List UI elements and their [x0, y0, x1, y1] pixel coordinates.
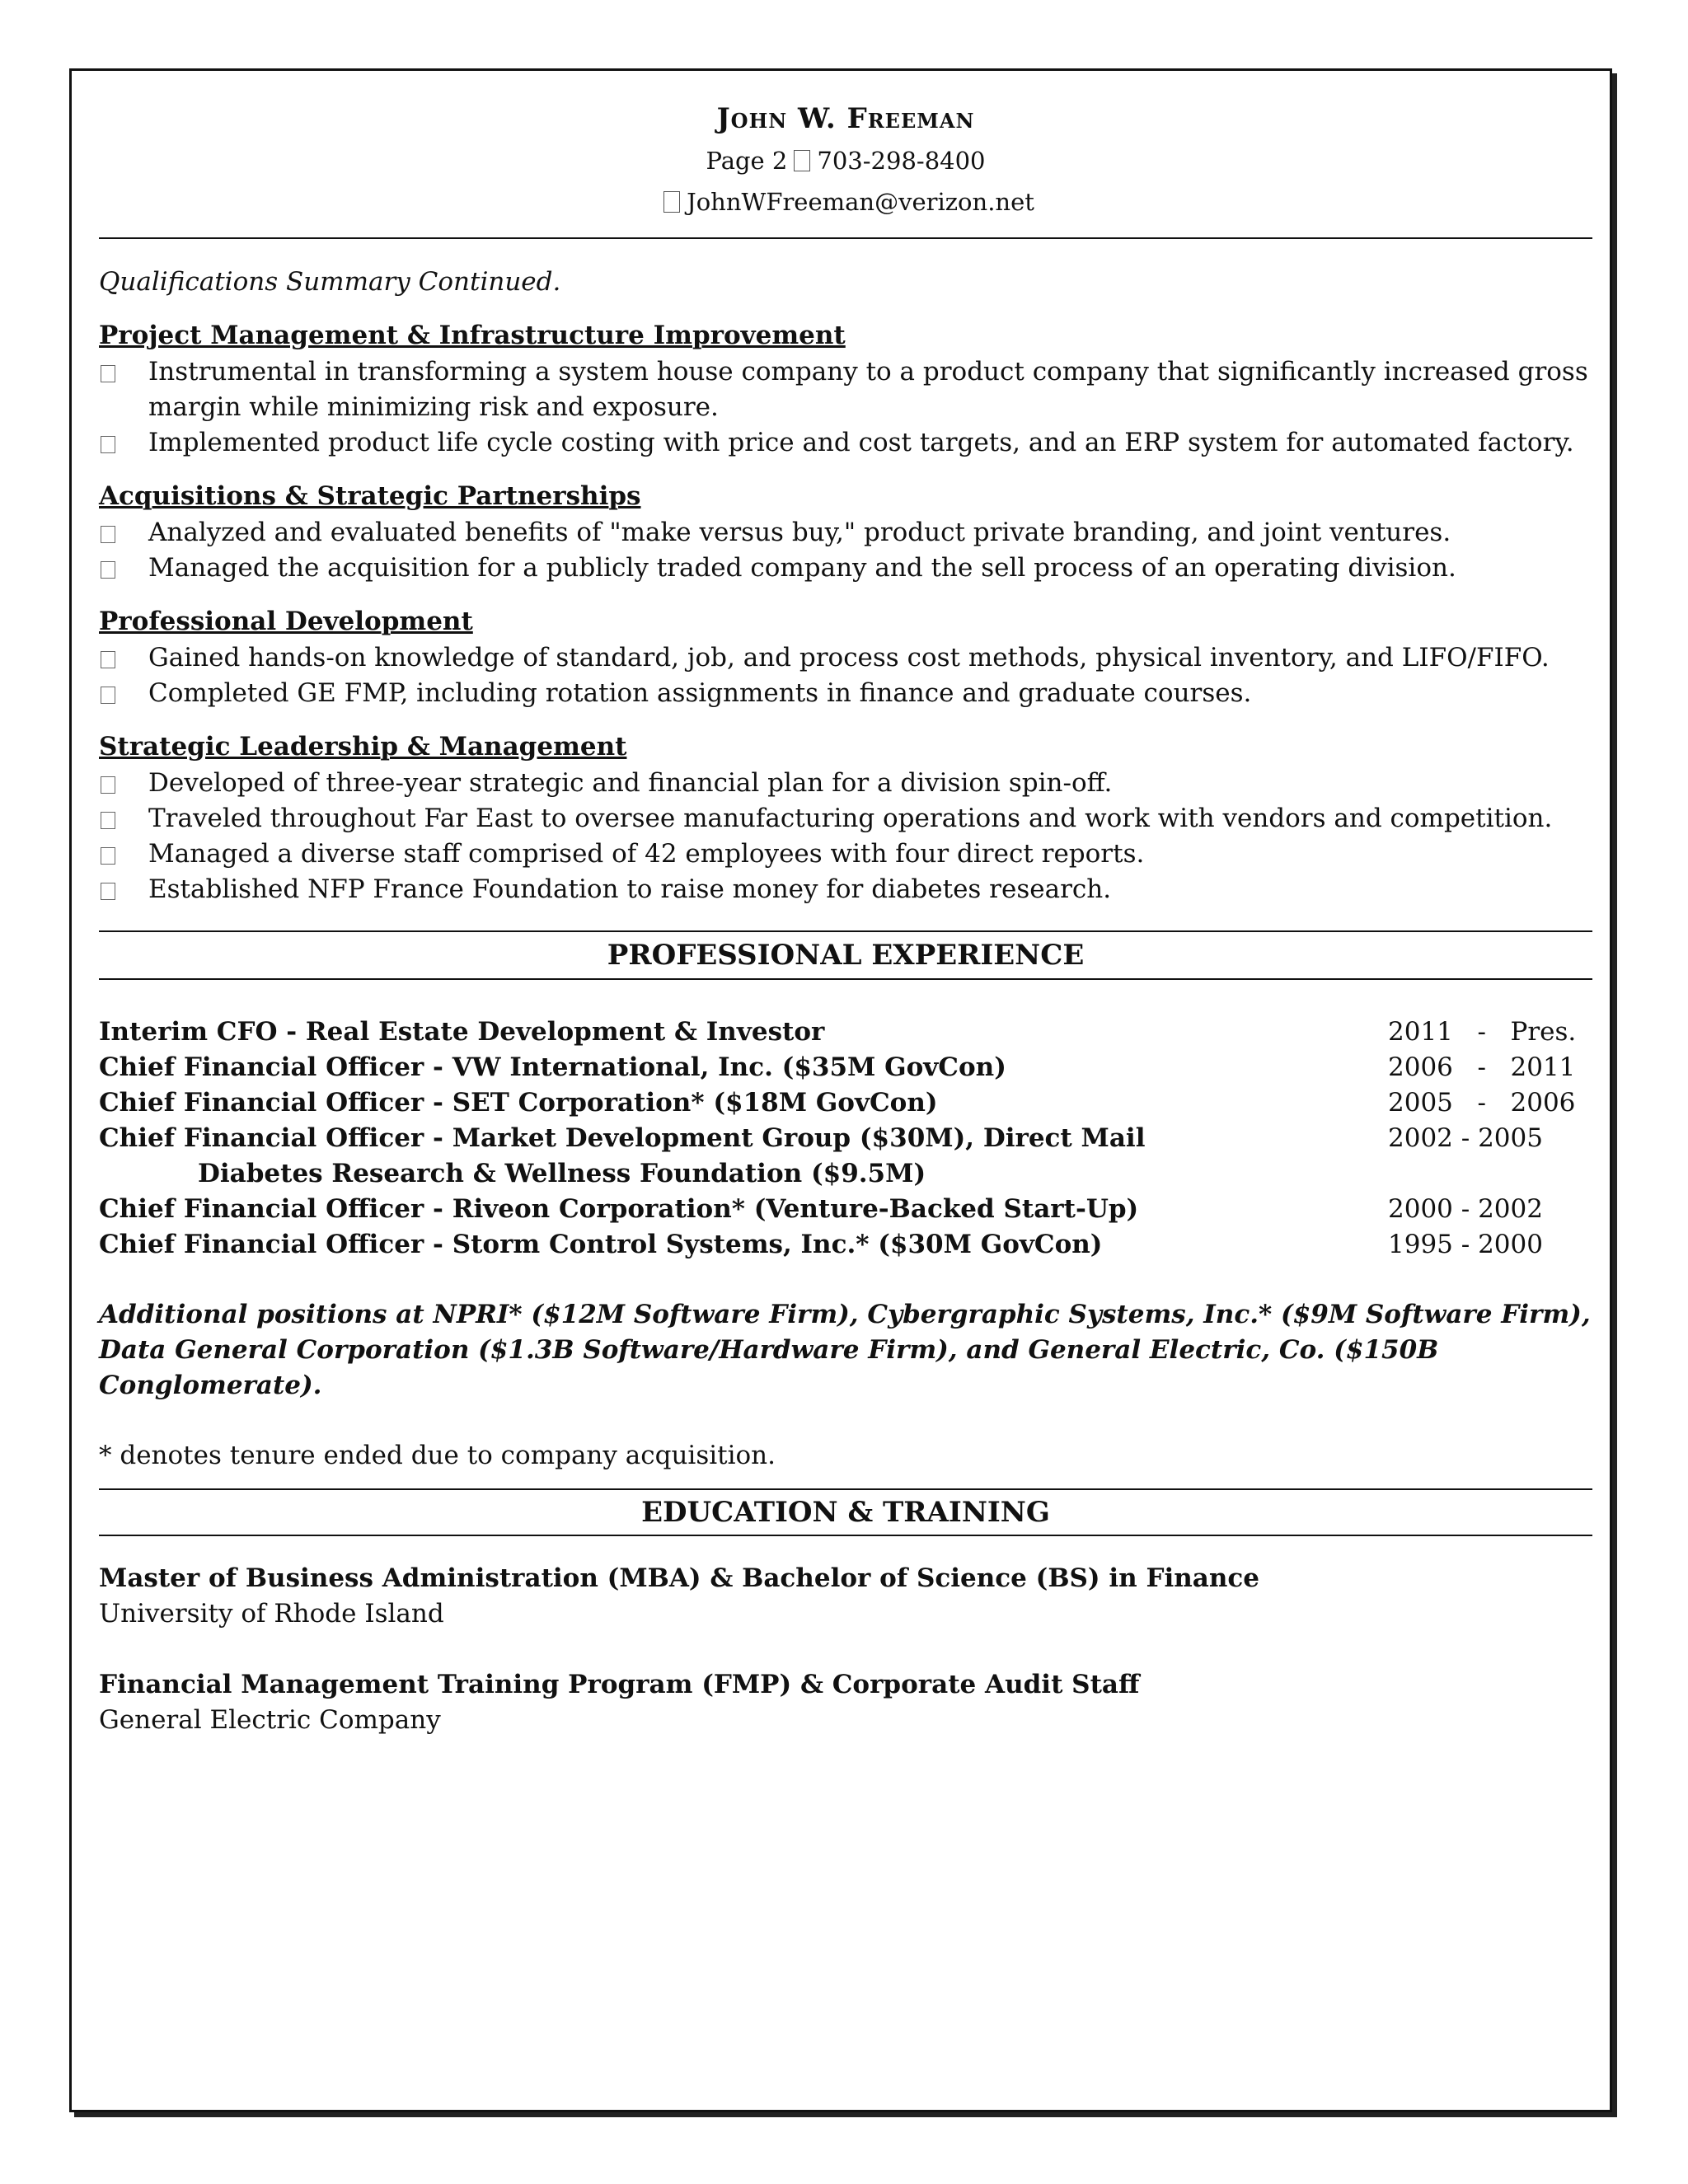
- qualification-section: [99, 604, 1592, 711]
- job-list: [99, 1015, 1592, 1263]
- resume-header: [99, 97, 1592, 239]
- experience-heading: PROFESSIONAL EXPERIENCE: [99, 930, 1592, 980]
- email-line: [99, 181, 1592, 223]
- bullet-text: Completed GE FMP, including rotation assignments in finance and graduate courses.: [148, 678, 1252, 708]
- bullet-text: Analyzed and evaluated benefits of "make versus buy," product private branding, and joint ventures.: [148, 518, 1451, 547]
- bullet-box-icon: [101, 812, 115, 829]
- bullet-list: [99, 354, 1592, 461]
- job-row: [99, 1192, 1592, 1227]
- phone-icon: [794, 150, 810, 171]
- bullet-list: [99, 766, 1592, 907]
- job-dates: 1995 - 2000: [1388, 1230, 1543, 1259]
- bullet-list: [99, 515, 1592, 586]
- job-title: Chief Financial Officer - VW International, Inc. ($35M GovCon): [99, 1052, 1006, 1082]
- email-icon: [663, 191, 680, 213]
- bullet-item: [99, 425, 1592, 461]
- job-row: [99, 1121, 1592, 1156]
- bullet-box-icon: [101, 651, 115, 668]
- degree-title: Financial Management Training Program (FMP) & Corporate Audit Staff: [99, 1670, 1140, 1699]
- resume-page: [99, 97, 1592, 1738]
- job-dates: 2011 - Pres.: [1388, 1017, 1577, 1047]
- job-dates: [1388, 1156, 1592, 1192]
- education-heading: EDUCATION & TRAINING: [99, 1488, 1592, 1536]
- bullet-text: Instrumental in transforming a system house company to a product company that significantly increased gross margin while minimizing risk and exposure.: [148, 357, 1588, 422]
- job-title: Chief Financial Officer - Storm Control Systems, Inc.* ($30M GovCon): [99, 1230, 1103, 1259]
- header-divider: [99, 237, 1592, 239]
- qualifications-continued-title: Qualifications Summary Continued.: [99, 267, 561, 297]
- job-row: [99, 1085, 1592, 1121]
- bullet-text: Established NFP France Foundation to raise money for diabetes research.: [148, 874, 1112, 904]
- email-address[interactable]: JohnWFreeman@verizon.net: [687, 188, 1034, 216]
- bullet-box-icon: [101, 883, 115, 900]
- spacer: [99, 1632, 1592, 1667]
- bullet-item: [99, 837, 1592, 872]
- bullet-text: Managed the acquisition for a publicly traded company and the sell process of an operating division.: [148, 553, 1456, 583]
- education-entry: [99, 1667, 1592, 1738]
- job-dates: 2005 - 2006: [1388, 1088, 1576, 1118]
- bullet-text: Developed of three-year strategic and financial plan for a division spin-off.: [148, 768, 1113, 798]
- bullet-item: [99, 766, 1592, 801]
- phone-number: 703-298-8400: [817, 147, 986, 175]
- job-row-continuation: [99, 1156, 1592, 1192]
- job-title: Chief Financial Officer - Market Development Group ($30M), Direct Mail: [99, 1123, 1146, 1153]
- bullet-item: [99, 515, 1592, 551]
- bullet-text: Traveled throughout Far East to oversee manufacturing operations and work with vendors and competition.: [148, 804, 1553, 833]
- candidate-name: John W. Freeman: [716, 102, 975, 135]
- qualification-section: [99, 318, 1592, 461]
- bullet-item: [99, 872, 1592, 907]
- job-title: Chief Financial Officer - SET Corporation* ($18M GovCon): [99, 1088, 938, 1118]
- bullet-text: Gained hands-on knowledge of standard, job, and process cost methods, physical inventory, and LIFO/FIFO.: [148, 643, 1550, 673]
- bullet-item: [99, 676, 1592, 711]
- bullet-item: [99, 801, 1592, 837]
- bullet-text: Implemented product life cycle costing with price and cost targets, and an ERP system for automated factory.: [148, 428, 1574, 457]
- degree-title: Master of Business Administration (MBA) & Bachelor of Science (BS) in Finance: [99, 1563, 1260, 1593]
- bullet-item: [99, 551, 1592, 586]
- institution-name: University of Rhode Island: [99, 1599, 444, 1629]
- job-dates: 2006 - 2011: [1388, 1052, 1576, 1082]
- bullet-text: Managed a diverse staff comprised of 42 employees with four direct reports.: [148, 839, 1145, 869]
- job-row: [99, 1050, 1592, 1085]
- job-title: Diabetes Research & Wellness Foundation ($9.5M): [198, 1159, 926, 1188]
- qualification-section: [99, 729, 1592, 907]
- job-title: Chief Financial Officer - Riveon Corporation* (Venture-Backed Start-Up): [99, 1194, 1139, 1224]
- institution-name: General Electric Company: [99, 1705, 441, 1735]
- job-dates: 2000 - 2002: [1388, 1194, 1543, 1224]
- bullet-box-icon: [101, 526, 115, 543]
- section-title: Acquisitions & Strategic Partnerships: [99, 481, 641, 511]
- bullet-list: [99, 640, 1592, 711]
- bullet-box-icon: [101, 365, 115, 382]
- job-row: [99, 1227, 1592, 1263]
- job-dates: 2002 - 2005: [1388, 1123, 1543, 1153]
- bullet-box-icon: [101, 847, 115, 865]
- education-entry: [99, 1561, 1592, 1632]
- section-title: Strategic Leadership & Management: [99, 732, 627, 762]
- bullet-item: [99, 640, 1592, 676]
- page-phone-line: [99, 140, 1592, 181]
- section-title: Project Management & Infrastructure Improvement: [99, 321, 846, 350]
- section-title: Professional Development: [99, 607, 473, 636]
- qualification-section: [99, 479, 1592, 586]
- bullet-box-icon: [101, 687, 115, 704]
- bullet-box-icon: [101, 436, 115, 453]
- bullet-item: [99, 354, 1592, 425]
- bullet-box-icon: [101, 776, 115, 794]
- bullet-box-icon: [101, 561, 115, 579]
- page-label: Page 2: [706, 147, 788, 175]
- job-row: [99, 1015, 1592, 1050]
- acquisition-note: * denotes tenure ended due to company acquisition.: [99, 1441, 776, 1470]
- job-title: Interim CFO - Real Estate Development & Investor: [99, 1017, 825, 1047]
- additional-positions: Additional positions at NPRI* ($12M Software Firm), Cybergraphic Systems, Inc.* ($9M Software Firm), Data General Corporation ($1.3B Software/Hardware Firm), and General Electric, Co. ($150B Conglomerate).: [99, 1300, 1591, 1400]
